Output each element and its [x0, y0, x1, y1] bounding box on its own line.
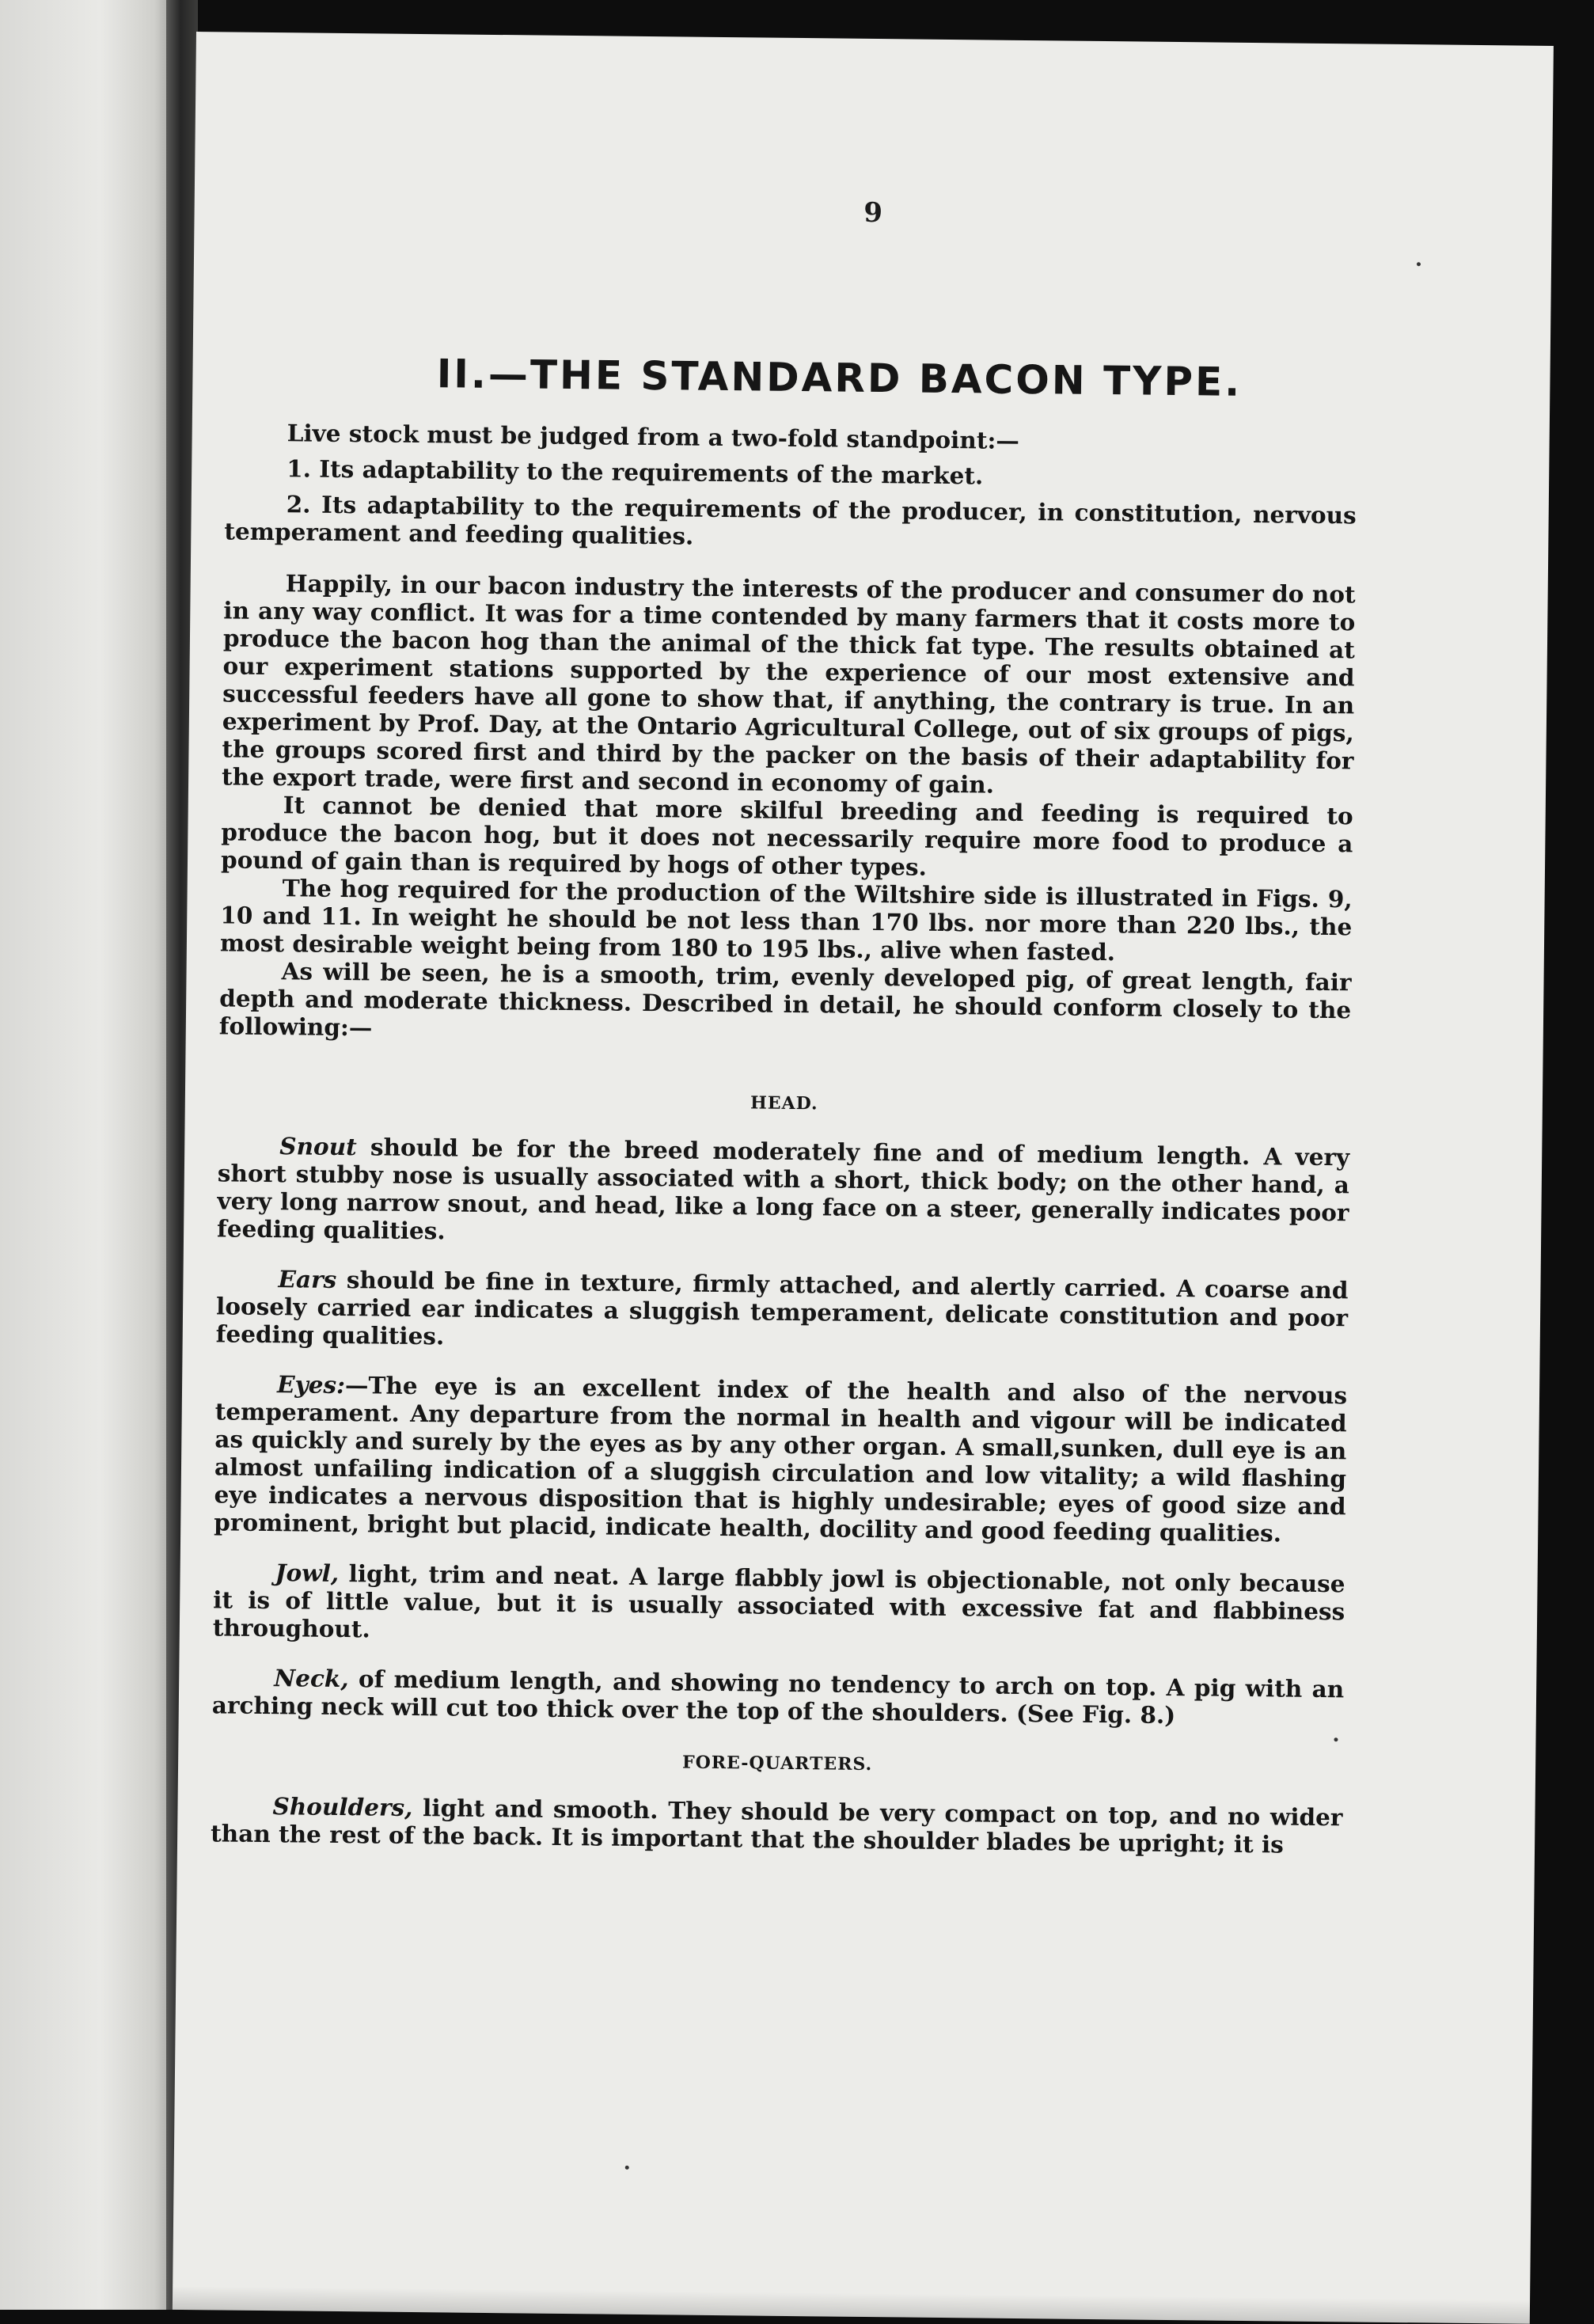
list-item: 1. Its adaptability to the requirements of the market.: [287, 454, 984, 490]
intro-text: Live stock must be judged from a two-fold standpoint:—: [287, 419, 1020, 454]
page-number: 9: [863, 196, 883, 230]
feature-paragraph: [214, 1369, 1347, 1547]
section-heading-fore-quarters: FORE-QUARTERS.: [681, 1752, 873, 1775]
feature-term: Jowl,: [275, 1559, 340, 1587]
paragraph: As will be seen, he is a smooth, trim, evenly developed pig, of great length, fair depth and moderate thickness. Described in detail, he should conform closely to the following:—: [218, 957, 1352, 1042]
paper-speck: [1417, 262, 1421, 266]
facing-page-edge: [0, 0, 182, 2310]
feature-text: should be fine in texture, firmly attached, and alertly carried. A coarse and loosely carried ear indicates a sluggish temperament, delicate constitution and poor feeding qualities.: [215, 1265, 1349, 1350]
list-item: 2. Its adaptability to the requirements of the producer, in constitution, nervous temperament and feeding qualities.: [224, 490, 1357, 550]
feature-text: should be for the breed moderately fine and of medium length. A very short stubby nose is usually associated with a short, thick body; on the other hand, a very long narrow snout, and head, like a long face on a steer, generally indicates poor feeding qualities.: [216, 1133, 1350, 1245]
paragraph: The hog required for the production of the Wiltshire side is illustrated in Figs. 9, 10 and 11. In weight he should be not less than 170 lbs. nor more than 220 lbs., the most desirable weight being from 180 to 195 lbs., alive when fasted.: [219, 874, 1353, 966]
feature-term: Eyes:: [276, 1370, 346, 1399]
feature-paragraph: [213, 1558, 1345, 1653]
feature-term: Neck,: [274, 1664, 349, 1693]
feature-text: —The eye is an excellent index of the health and also of the nervous temperament. Any departure from the normal in health and vigour will be indicated as quickly and surely by the eyes as by any other organ. A small,sunken, dull eye is an almost unfailing indication of a sluggish circulation and low vitality; a wild flashing eye indicates a nervous disposition that is highly undesirable; eyes of good size and prominent, bright but placid, indicate health, docility and good feeding qualities.: [214, 1371, 1348, 1547]
paper-speck: [1334, 1737, 1338, 1741]
page-content: [211, 348, 1358, 1881]
feature-paragraph: [216, 1264, 1349, 1359]
feature-term: Snout: [279, 1132, 357, 1161]
paper-speck: [625, 2166, 629, 2170]
feature-text: light, trim and neat. A large flabbly jowl is objectionable, not only because it is of little value, but it is usually associated with excessive fat and flabbiness throughout.: [212, 1559, 1345, 1643]
section-heading-head: HEAD.: [750, 1092, 818, 1115]
book-page: [173, 32, 1554, 2324]
feature-text: of medium length, and showing no tendency to arch on top. A pig with an arching neck will cut too thick over the top of the shoulders. (See Fig. 8.): [211, 1665, 1345, 1730]
head-features: [212, 1131, 1350, 1730]
feature-term: Shoulders,: [272, 1792, 413, 1821]
feature-term: Ears: [278, 1265, 337, 1293]
paragraph: Happily, in our bacon industry the interests of the producer and consumer do not in any way conflict. It was for a time contended by many farmers that it costs more to produce the bacon hog than the animal of the thick fat type. The results obtained at our experiment stations supported by the experience of our most extensive and successful feeders have all gone to show that, if anything, the contrary is true. In an experiment by Prof. Day, at the Ontario Agricultural College, out of six groups of pigs, the groups scored first and third by the packer on the basis of their adaptability for the export trade, were first and second in economy of gain.: [221, 569, 1356, 799]
paragraph: It cannot be denied that more skilful breeding and feeding is required to produce the bacon hog, but it does not necessarily require more food to produce a pound of gain than is required by hogs of other types.: [220, 791, 1353, 881]
feature-paragraph: [217, 1131, 1349, 1254]
standpoint-list: [224, 454, 1357, 556]
intro: [226, 418, 1357, 458]
feature-text: light and smooth. They should be very compact on top, and no wider than the rest of the back. It is important that the shoulder blades be upright; it is: [210, 1793, 1343, 1859]
chapter-title: II.—THE STANDARD BACON TYPE.: [436, 351, 1243, 405]
fore-quarter-features: [211, 1791, 1343, 1859]
body-text: [219, 568, 1356, 1051]
feature-paragraph: [212, 1663, 1345, 1730]
page-bottom-shadow: [173, 2286, 1530, 2324]
feature-paragraph: [211, 1791, 1343, 1859]
